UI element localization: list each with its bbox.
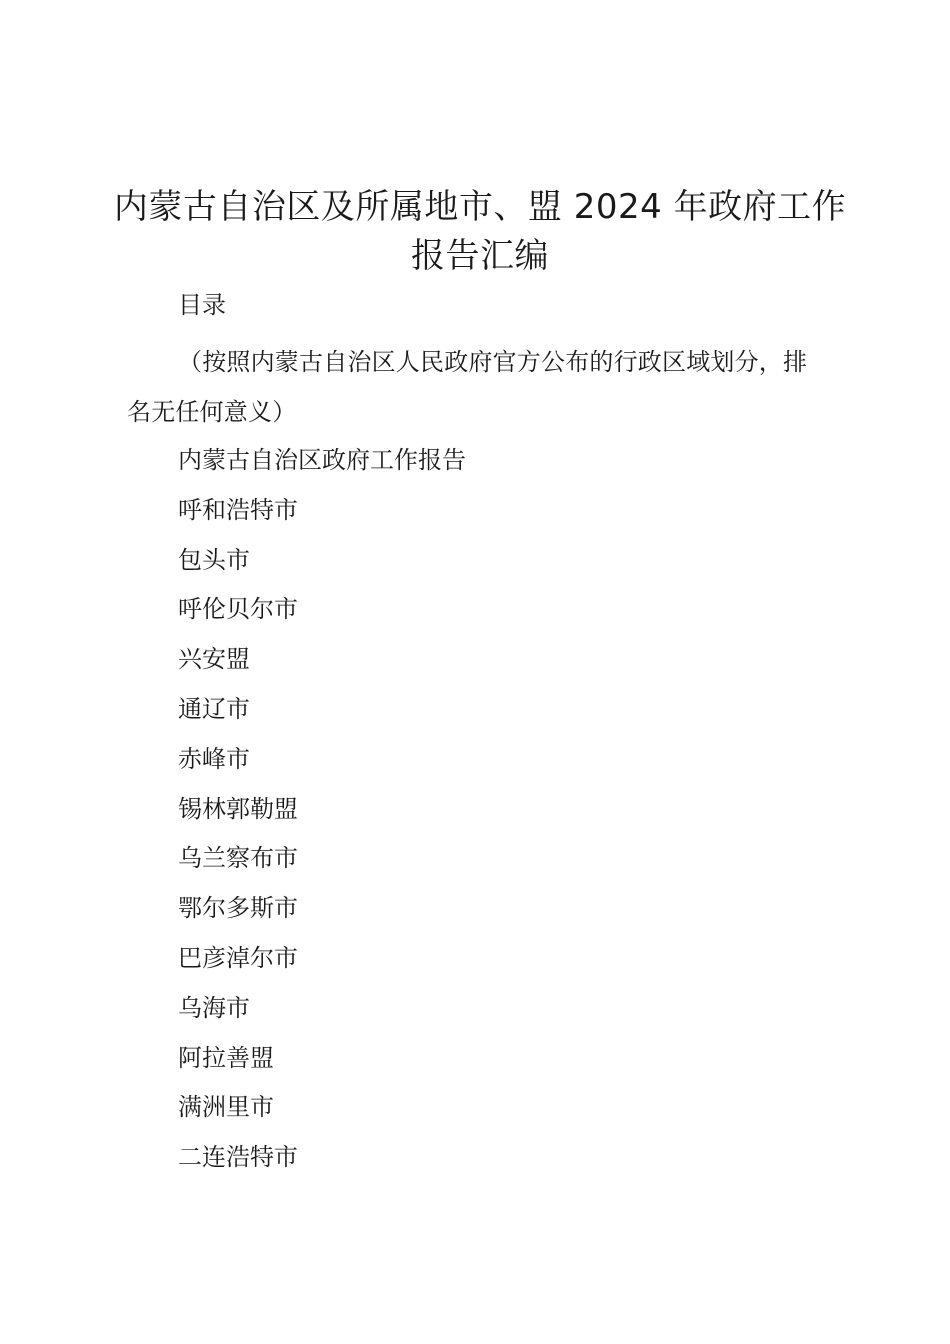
toc-item-bayannur: 巴彦淖尔市: [178, 943, 298, 972]
toc-item-regional-report: 内蒙古自治区政府工作报告: [178, 446, 466, 474]
toc-item-hohhot: 呼和浩特市: [178, 495, 298, 524]
toc-item-tongliao: 通辽市: [178, 694, 250, 723]
toc-item-erenhot: 二连浩特市: [178, 1143, 298, 1172]
toc-item-xilingol: 锡林郭勒盟: [178, 794, 298, 823]
ranking-note: （按照内蒙古自治区人民政府官方公布的行政区域划分，排名无任何意义）: [127, 348, 808, 426]
toc-item-ordos: 鄂尔多斯市: [178, 894, 298, 923]
toc-item-hulunbuir: 呼伦贝尔市: [178, 595, 298, 624]
toc-item-wuhai: 乌海市: [178, 993, 250, 1022]
toc-item-ulanqab: 乌兰察布市: [178, 844, 298, 873]
toc-item-manzhouli: 满洲里市: [178, 1093, 274, 1122]
document-title: 内蒙古自治区及所属地市、盟 2024 年政府工作报告汇编: [113, 187, 847, 276]
toc-item-chifeng: 赤峰市: [178, 744, 250, 773]
toc-item-baotou: 包头市: [178, 545, 250, 574]
toc-item-hinggan: 兴安盟: [178, 645, 250, 674]
toc-item-alxa: 阿拉善盟: [178, 1043, 274, 1072]
toc-heading: 目录: [178, 291, 226, 319]
toc-list: [178, 436, 466, 1183]
